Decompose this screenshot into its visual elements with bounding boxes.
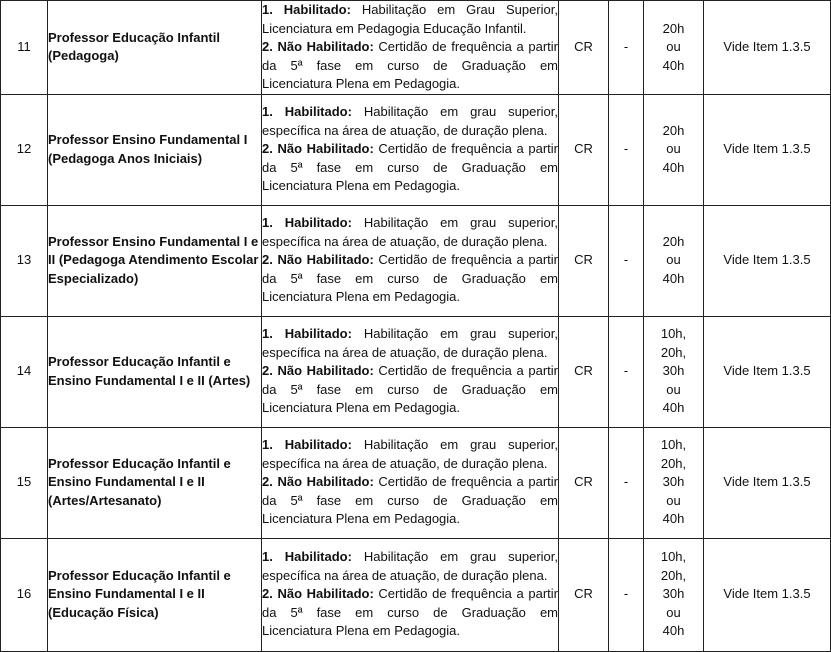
row-number: 13	[1, 205, 48, 316]
workload-line: 30h	[662, 586, 685, 602]
vacancies-cell: CR	[559, 94, 609, 205]
requirement-unqualified-label: 2. Não Habilitado:	[262, 39, 374, 54]
pcd-vacancies-cell: -	[609, 1, 644, 95]
requirement-qualified	[262, 103, 558, 140]
requirement-unqualified-text: Certidão de frequência a partir da 5ª fase em curso de Graduação em Licenciatura Plena em Pedagogia.	[262, 474, 558, 527]
table-row	[1, 316, 831, 427]
vacancies-cell: CR	[559, 427, 609, 538]
workload-line: ou	[666, 381, 681, 397]
requirement-qualified	[262, 436, 558, 473]
requirements-cell	[262, 205, 559, 316]
pcd-vacancies-cell: -	[609, 94, 644, 205]
requirement-qualified	[262, 548, 558, 585]
workload-line: ou	[666, 252, 681, 268]
requirement-unqualified-label: 2. Não Habilitado:	[262, 363, 374, 379]
workload-line: ou	[666, 604, 681, 620]
workload-line: 30h	[662, 474, 685, 490]
requirement-unqualified-text: Certidão de frequência a partir da 5ª fase em curso de Graduação em Licenciatura Plena em Pedagogia.	[262, 252, 558, 305]
requirement-unqualified-text: Certidão de frequência a partir da 5ª fase em curso de Graduação em Licenciatura Plena em Pedagogia.	[262, 586, 558, 639]
workload-line: 10h,	[660, 326, 687, 342]
requirement-unqualified-label: 2. Não Habilitado:	[262, 141, 374, 157]
requirement-unqualified-label: 2. Não Habilitado:	[262, 474, 374, 490]
requirement-unqualified	[262, 38, 558, 94]
requirement-qualified-text: Habilitação em grau superior, específica na área de atuação, de duração plena.	[262, 326, 558, 360]
requirement-qualified-text: Habilitação em grau superior, específica na área de atuação, de duração plena.	[262, 104, 558, 138]
workload-cell	[644, 316, 704, 427]
workload-line: 20h,	[660, 455, 687, 471]
table-row	[1, 427, 831, 538]
requirements-cell	[262, 94, 559, 205]
table-body	[1, 1, 831, 652]
workload-line: 20h	[662, 233, 685, 249]
salary-reference-cell: Vide Item 1.3.5	[704, 1, 831, 95]
row-number: 16	[1, 538, 48, 651]
workload-line: 40h	[662, 159, 685, 175]
position-title: Professor Ensino Fundamental I e II (Pedagoga Atendimento Escolar Especializado)	[48, 205, 262, 316]
requirement-qualified	[262, 214, 558, 251]
requirement-qualified-label: 1. Habilitado:	[262, 104, 352, 120]
requirement-qualified-text: Habilitação em grau superior, específica na área de atuação, de duração plena.	[262, 215, 558, 249]
requirement-unqualified	[262, 251, 558, 307]
salary-reference-cell: Vide Item 1.3.5	[704, 538, 831, 651]
requirement-unqualified	[262, 140, 558, 196]
requirement-qualified-label: 1. Habilitado:	[262, 437, 352, 453]
workload-line: 30h	[662, 363, 685, 379]
requirement-qualified-label: 1. Habilitado:	[262, 326, 352, 342]
row-number: 11	[1, 1, 48, 95]
table-row	[1, 538, 831, 651]
pcd-vacancies-cell: -	[609, 316, 644, 427]
salary-reference-cell: Vide Item 1.3.5	[704, 427, 831, 538]
requirement-unqualified-text: Certidão de frequência a partir da 5ª fase em curso de Graduação em Licenciatura Plena em Pedagogia.	[262, 141, 558, 194]
workload-line: ou	[666, 39, 681, 54]
workload-line: 20h	[662, 20, 685, 36]
workload-line: 40h	[662, 400, 685, 416]
vacancies-cell: CR	[559, 538, 609, 651]
position-title: Professor Educação Infantil (Pedagoga)	[48, 1, 262, 95]
pcd-vacancies-cell: -	[609, 205, 644, 316]
requirement-qualified-text: Habilitação em Grau Superior, Licenciatura em Pedagogia Educação Infantil.	[262, 2, 558, 36]
requirement-unqualified-text: Certidão de frequência a partir da 5ª fase em curso de Graduação em Licenciatura Plena em Pedagogia.	[262, 39, 558, 91]
requirement-qualified-label: 1. Habilitado:	[262, 215, 352, 231]
requirement-unqualified-text: Certidão de frequência a partir da 5ª fase em curso de Graduação em Licenciatura Plena em Pedagogia.	[262, 363, 558, 416]
workload-cell	[644, 205, 704, 316]
requirement-qualified-label: 1. Habilitado:	[262, 549, 352, 565]
position-title: Professor Ensino Fundamental I (Pedagoga Anos Iniciais)	[48, 94, 262, 205]
requirement-qualified	[262, 1, 558, 38]
requirement-unqualified-label: 2. Não Habilitado:	[262, 586, 374, 602]
requirement-qualified-text: Habilitação em grau superior, específica na área de atuação, de duração plena.	[262, 549, 558, 583]
requirements-cell	[262, 1, 559, 95]
requirement-qualified-text: Habilitação em grau superior, específica na área de atuação, de duração plena.	[262, 437, 558, 471]
salary-reference-cell: Vide Item 1.3.5	[704, 205, 831, 316]
requirement-unqualified	[262, 585, 558, 641]
workload-line: 20h	[662, 122, 685, 138]
requirements-cell	[262, 316, 559, 427]
pcd-vacancies-cell: -	[609, 427, 644, 538]
workload-line: ou	[666, 492, 681, 508]
table-row	[1, 1, 831, 95]
workload-cell	[644, 427, 704, 538]
workload-line: 20h,	[660, 567, 687, 583]
requirement-qualified	[262, 325, 558, 362]
vacancies-cell: CR	[559, 1, 609, 95]
workload-line: 40h	[662, 511, 685, 527]
workload-line: ou	[666, 141, 681, 157]
vacancies-cell: CR	[559, 316, 609, 427]
requirements-cell	[262, 427, 559, 538]
workload-line: 40h	[662, 57, 685, 73]
vacancies-cell: CR	[559, 205, 609, 316]
workload-line: 40h	[662, 623, 685, 639]
requirement-unqualified-label: 2. Não Habilitado:	[262, 252, 374, 268]
salary-reference-cell: Vide Item 1.3.5	[704, 316, 831, 427]
position-title: Professor Educação Infantil e Ensino Fundamental I e II (Educação Física)	[48, 538, 262, 651]
position-title: Professor Educação Infantil e Ensino Fundamental I e II (Artes)	[48, 316, 262, 427]
table-row	[1, 94, 831, 205]
workload-cell	[644, 94, 704, 205]
workload-line: 10h,	[660, 437, 687, 453]
requirement-qualified-label: 1. Habilitado:	[262, 2, 351, 17]
workload-cell	[644, 1, 704, 95]
row-number: 12	[1, 94, 48, 205]
row-number: 15	[1, 427, 48, 538]
requirement-unqualified	[262, 473, 558, 529]
workload-line: 10h,	[660, 549, 687, 565]
pcd-vacancies-cell: -	[609, 538, 644, 651]
requirements-cell	[262, 538, 559, 651]
workload-line: 40h	[662, 270, 685, 286]
table-row	[1, 205, 831, 316]
position-title: Professor Educação Infantil e Ensino Fundamental I e II (Artes/Artesanato)	[48, 427, 262, 538]
row-number: 14	[1, 316, 48, 427]
workload-line: 20h,	[660, 344, 687, 360]
requirement-unqualified	[262, 362, 558, 418]
workload-cell	[644, 538, 704, 651]
salary-reference-cell: Vide Item 1.3.5	[704, 94, 831, 205]
